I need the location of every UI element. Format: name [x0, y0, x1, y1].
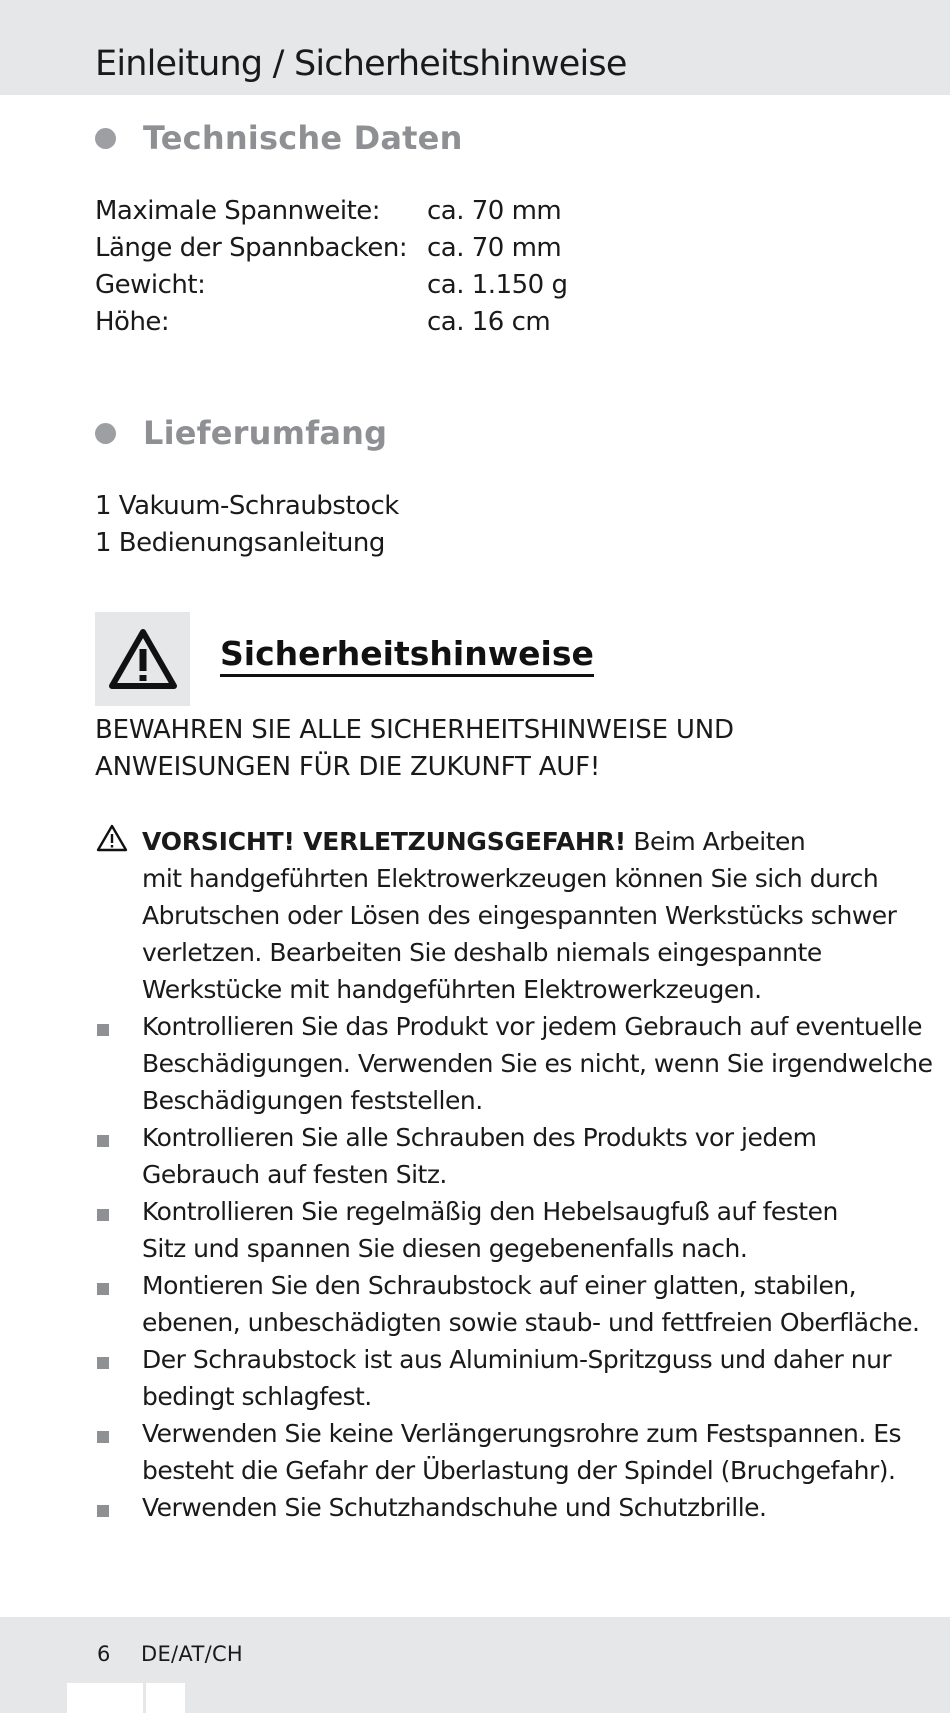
rule-line: Der Schraubstock ist aus Aluminium-Spritzguss und daher nur	[142, 1345, 892, 1374]
heading-text: Technische Daten	[143, 119, 463, 157]
caution-line: mit handgeführten Elektrowerkzeugen können Sie sich durch	[142, 864, 879, 893]
section-heading-tech-data	[95, 116, 463, 160]
keep-notice-line: BEWAHREN SIE ALLE SICHERHEITSHINWEISE UND	[95, 715, 734, 745]
keep-notice-line: ANWEISUNGEN FÜR DIE ZUKUNFT AUF!	[95, 752, 601, 782]
scope-item: 1 Vakuum-Schraubstock	[95, 491, 399, 521]
spec-value: ca. 70 mm	[427, 196, 562, 226]
gray-square-icon	[97, 1209, 109, 1221]
heading-text: Lieferumfang	[143, 414, 388, 452]
warning-triangle-icon	[95, 823, 129, 853]
caution-line: Abrutschen oder Lösen des eingespannten Werkstücks schwer	[142, 901, 897, 930]
rule-line: Verwenden Sie Schutzhandschuhe und Schutzbrille.	[142, 1493, 767, 1522]
caution-rest: Beim Arbeiten	[625, 827, 806, 856]
list-item	[95, 1267, 920, 1341]
spec-label: Länge der Spannbacken:	[95, 233, 408, 263]
footer-decoration-divider	[143, 1683, 146, 1713]
spec-value: ca. 70 mm	[427, 233, 562, 263]
rule-line: Gebrauch auf festen Sitz.	[142, 1160, 447, 1189]
rule-line: Kontrollieren Sie alle Schrauben des Produkts vor jedem	[142, 1123, 817, 1152]
caution-text	[142, 823, 950, 1008]
spec-value: ca. 1.150 g	[427, 270, 568, 300]
gray-square-icon	[97, 1135, 109, 1147]
safety-rules-list	[95, 1008, 933, 1526]
spec-value: ca. 16 cm	[427, 307, 551, 337]
section-heading-scope	[95, 411, 387, 455]
rule-line: Sitz und spannen Sie diesen gegebenenfalls nach.	[142, 1234, 748, 1263]
list-item	[95, 1415, 915, 1489]
footer-decoration	[67, 1683, 185, 1713]
gray-dot-icon	[95, 128, 116, 149]
warning-triangle-icon	[107, 627, 179, 691]
gray-square-icon	[97, 1505, 109, 1517]
gray-square-icon	[97, 1024, 109, 1036]
rule-line: Kontrollieren Sie regelmäßig den Hebelsaugfuß auf festen	[142, 1197, 838, 1226]
rule-line: Beschädigungen feststellen.	[142, 1086, 483, 1115]
scope-item: 1 Bedienungsanleitung	[95, 528, 385, 558]
list-item	[95, 1008, 933, 1119]
keep-notice	[95, 712, 895, 786]
caution-line	[142, 823, 950, 860]
gray-dot-icon	[95, 423, 116, 444]
gray-square-icon	[97, 1283, 109, 1295]
caution-line: Werkstücke mit handgeführten Elektrowerkzeugen.	[142, 975, 762, 1004]
spec-label: Maximale Spannweite:	[95, 196, 381, 226]
warning-box	[95, 612, 190, 706]
rule-line: Verwenden Sie keine Verlängerungsrohre zum Festspannen. Es	[142, 1419, 902, 1448]
rule-line: besteht die Gefahr der Überlastung der Spindel (Bruchgefahr).	[142, 1456, 896, 1485]
caution-strong: VORSICHT! VERLETZUNGSGEFAHR!	[142, 827, 626, 856]
page-title: Einleitung / Sicherheitshinweise	[95, 44, 627, 84]
list-item	[95, 1193, 915, 1267]
spec-label: Gewicht:	[95, 270, 206, 300]
spec-label: Höhe:	[95, 307, 170, 337]
safety-title: Sicherheitshinweise	[220, 634, 594, 677]
scope-list	[95, 491, 399, 565]
rule-line: Kontrollieren Sie das Produkt vor jedem Gebrauch auf eventuelle	[142, 1012, 923, 1041]
country-codes: DE/AT/CH	[141, 1642, 244, 1666]
list-item	[95, 1489, 915, 1526]
gray-square-icon	[97, 1357, 109, 1369]
list-item	[95, 1119, 915, 1193]
rule-line: bedingt schlagfest.	[142, 1382, 372, 1411]
rule-line: ebenen, unbeschädigten sowie staub- und fettfreien Oberfläche.	[142, 1308, 920, 1337]
page-number: 6	[97, 1642, 111, 1666]
rule-line: Montieren Sie den Schraubstock auf einer glatten, stabilen,	[142, 1271, 857, 1300]
caution-line: verletzen. Bearbeiten Sie deshalb niemals eingespannte	[142, 938, 822, 967]
list-item	[95, 1341, 915, 1415]
gray-square-icon	[97, 1431, 109, 1443]
rule-line: Beschädigungen. Verwenden Sie es nicht, wenn Sie irgendwelche	[142, 1049, 933, 1078]
